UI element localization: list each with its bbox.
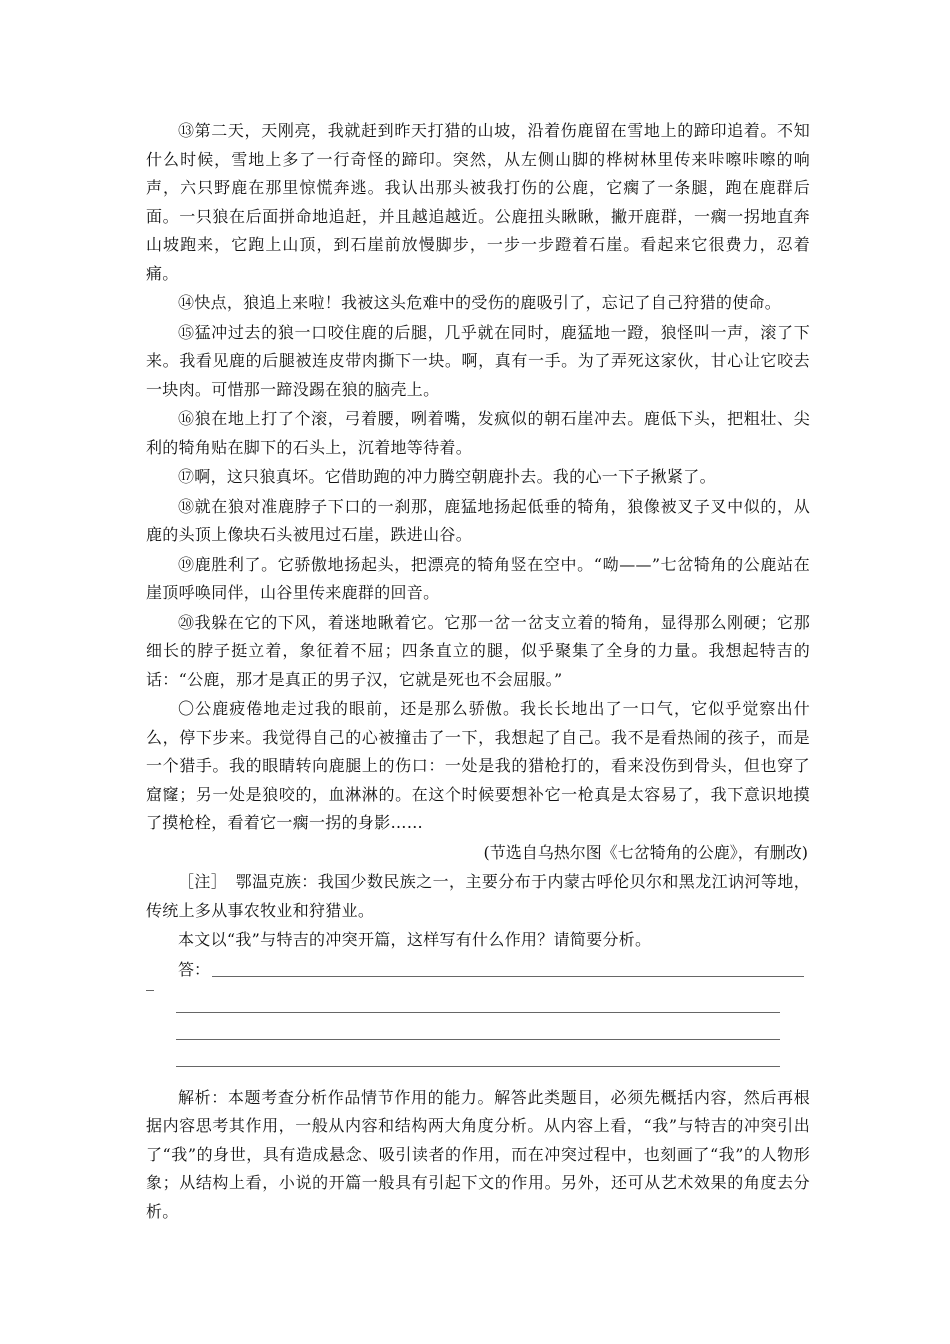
document-page (146, 117, 810, 1227)
answer-line-stub (146, 990, 154, 991)
question: 本文以“我”与特吉的冲突开篇，这样写有什么作用？请简要分析。 (178, 930, 652, 949)
answer-line[interactable] (212, 976, 804, 977)
paragraph-17: ⑰啊，这只狼真坏。它借助跑的冲力腾空朝鹿扑去。我的心一下子揪紧了。 (178, 467, 716, 486)
paragraph-14: ⑭快点，狼追上来啦！我被这头危难中的受伤的鹿吸引了，忘记了自己狩猎的使命。 (178, 293, 782, 312)
footnote: ［注］ 鄂温克族：我国少数民族之一，主要分布于内蒙古呼伦贝尔和黑龙江讷河等地，传统上多从事农牧业和狩猎业。 (146, 872, 810, 920)
paragraph-19: ⑲鹿胜利了。它骄傲地扬起头，把漂亮的犄角竖在空中。“呦——”七岔犄角的公鹿站在崖顶呼唤同伴，山谷里传来鹿群的回音。 (146, 554, 810, 602)
answer-line[interactable] (176, 1039, 780, 1040)
paragraph-16: ⑯狼在地上打了个滚，弓着腰，咧着嘴，发疯似的朝石崖冲去。鹿低下头，把粗壮、尖利的犄角贴在脚下的石头上，沉着地等待着。 (146, 409, 810, 457)
paragraph-13: ⑬第二天，天刚亮，我就赶到昨天打猎的山坡，沿着伤鹿留在雪地上的蹄印追着。不知什么时候，雪地上多了一行奇怪的蹄印。突然，从左侧山脚的桦树林里传来咔嚓咔嚓的响声，六只野鹿在那里惊慌奔逃。我认出那头被我打伤的公鹿，它瘸了一条腿，跑在鹿群后面。一只狼在后面拼命地追赶，并且越追越近。公鹿扭头瞅瞅，撇开鹿群，一瘸一拐地直奔山坡跑来，它跑上山顶，到石崖前放慢脚步，一步一步蹬着石崖。看起来它很费力，忍着痛。 (146, 121, 810, 283)
paragraph-18: ⑱就在狼对准鹿脖子下口的一刹那，鹿猛地扬起低垂的犄角，狼像被叉子叉中似的，从鹿的头顶上像块石头被甩过石崖，跌进山谷。 (146, 496, 810, 544)
paragraph-20: ⑳我躲在它的下风，着迷地瞅着它。它那一岔一岔支立着的犄角，显得那么刚硬；它那细长的脖子挺立着，象征着不屈；四条直立的腿，似乎聚集了全身的力量。我想起特吉的话：“公鹿，那才是真正的男子汉，它就是死也不会屈服。” (146, 612, 810, 689)
paragraph-15: ⑮猛冲过去的狼一口咬住鹿的后腿，几乎就在同时，鹿猛地一蹬，狼怪叫一声，滚了下来。我看见鹿的后腿被连皮带肉撕下一块。啊，真有一手。为了弄死这家伙，甘心让它咬去一块肉。可惜那一蹄没踢在狼的脑壳上。 (146, 322, 810, 399)
paragraph-21: 〇公鹿疲倦地走过我的眼前，还是那么骄傲。我长长地出了一口气，它似乎觉察出什么，停下步来。我觉得自己的心被撞击了一下，我想起了自己。我不是看热闹的孩子，而是一个猎手。我的眼睛转向鹿腿上的伤口：一处是我的猎枪打的，看来没伤到骨头，但也穿了窟窿；另一处是狼咬的，血淋淋的。在这个时候要想补它一枪真是太容易了，我下意识地摸了摸枪栓，看着它一瘸一拐的身影…… (146, 699, 810, 832)
answer-row (146, 956, 810, 984)
answer-line[interactable] (176, 1066, 780, 1067)
analysis: 解析：本题考查分析作品情节作用的能力。解答此类题目，必须先概括内容，然后再根据内容思考其作用，一般从内容和结构两大角度分析。从内容上看，“我”与特吉的冲突引出了“我”的身世，具有造成悬念、吸引读者的作用，而在冲突过程中，也刻画了“我”的人物形象；从结构上看，小说的开篇一般具有引起下文的作用。另外，还可从艺术效果的角度去分析。 (146, 1087, 810, 1221)
answer-label: 答： (178, 959, 211, 979)
answer-blank-area (146, 984, 810, 1084)
source-citation: (节选自乌热尔图《七岔犄角的公鹿》，有删改) (483, 842, 808, 862)
answer-line[interactable] (176, 1012, 780, 1013)
